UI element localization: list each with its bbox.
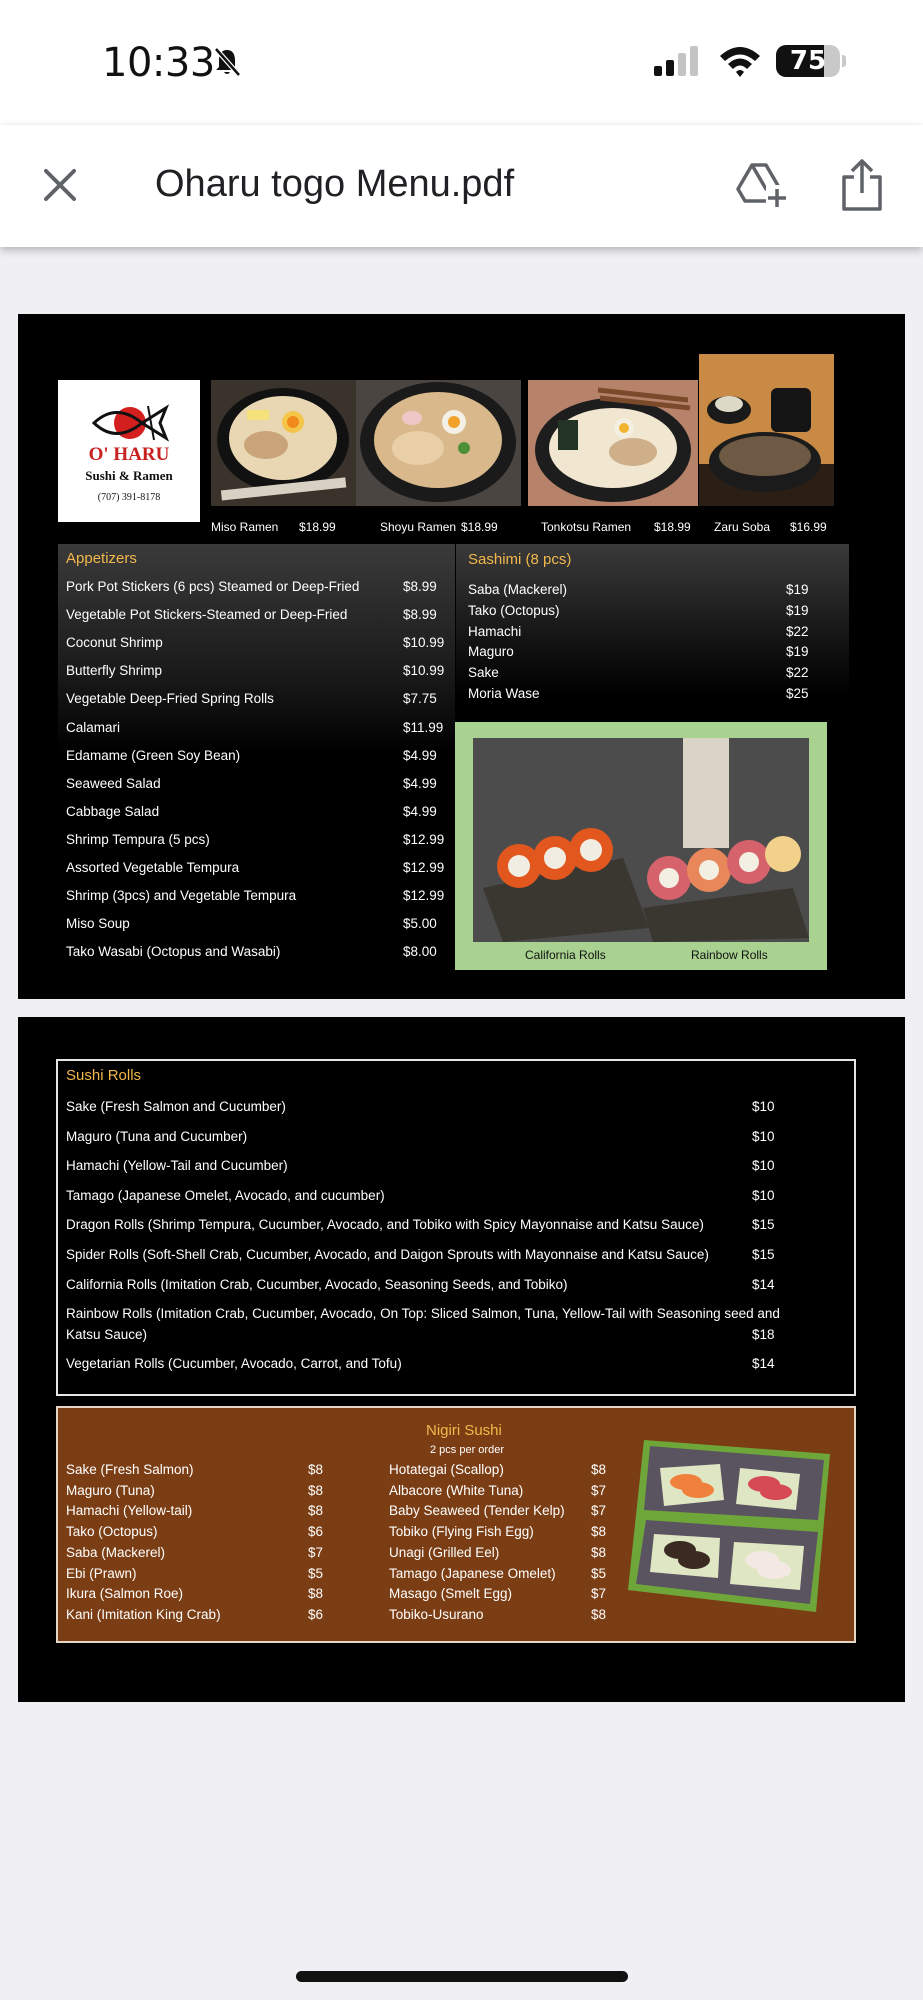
appetizer-item-name: Shrimp (3pcs) and Vegetable Tempura bbox=[66, 888, 297, 904]
nigiri-right-item-price: $8 bbox=[591, 1544, 607, 1560]
sushi-roll-item-name: California Rolls (Imitation Crab, Cucumber, Avocado, Seasoning Seeds, and Tobiko) bbox=[66, 1276, 568, 1292]
appetizer-item-price: $11.99 bbox=[403, 719, 444, 735]
nigiri-left-item-price: $6 bbox=[308, 1524, 324, 1540]
sushi-roll-item-price: $10 bbox=[752, 1158, 775, 1174]
photo-price-tonkotsu-ramen: $18.99 bbox=[654, 520, 691, 534]
sushi-roll-item-price: $14 bbox=[752, 1356, 775, 1372]
appetizer-item-name: Vegetable Deep-Fried Spring Rolls bbox=[66, 691, 274, 707]
nigiri-left-item-price: $5 bbox=[308, 1565, 324, 1581]
sashimi-item-name: Maguro bbox=[468, 644, 514, 660]
appetizer-item-price: $8.00 bbox=[403, 944, 437, 960]
sashimi-item-name: Moria Wase bbox=[468, 686, 540, 701]
sushi-rolls-section bbox=[56, 1059, 856, 1396]
home-indicator[interactable] bbox=[296, 1971, 628, 1982]
sushi-roll-item-price: $10 bbox=[752, 1187, 775, 1203]
nigiri-right-item-price: $7 bbox=[591, 1503, 607, 1519]
sushi-roll-item-price: $15 bbox=[752, 1247, 775, 1262]
appetizer-item-name: Pork Pot Stickers (6 pcs) Steamed or Deep-Fried bbox=[66, 579, 360, 594]
sushi-roll-item-price: $10 bbox=[752, 1128, 775, 1144]
appetizer-item-name: Calamari bbox=[66, 719, 121, 735]
restaurant-logo bbox=[58, 380, 200, 522]
appetizer-item-price: $12.99 bbox=[403, 860, 445, 875]
appetizer-item-price: $8.99 bbox=[403, 579, 437, 594]
add-to-drive-icon[interactable] bbox=[736, 161, 788, 209]
sushi-rolls-title: Sushi Rolls bbox=[66, 1067, 142, 1084]
nigiri-right-item-name: Masago (Smelt Egg) bbox=[389, 1586, 513, 1602]
nigiri-right-item-price: $5 bbox=[591, 1565, 607, 1581]
nigiri-title: Nigiri Sushi bbox=[426, 1422, 502, 1439]
zaru-soba-photo bbox=[699, 354, 834, 506]
miso-ramen-photo bbox=[211, 380, 356, 506]
bell-muted-icon bbox=[212, 46, 242, 78]
sashimi-title: Sashimi (8 pcs) bbox=[468, 551, 572, 568]
photo-price-miso-ramen: $18.99 bbox=[299, 520, 336, 534]
status-time: 10:33 bbox=[102, 40, 215, 86]
nigiri-right-item-name: Unagi (Grilled Eel) bbox=[389, 1544, 500, 1560]
battery-percent: 75 bbox=[789, 46, 827, 76]
nigiri-right-item-price: $7 bbox=[591, 1586, 607, 1602]
rolls-photo bbox=[473, 738, 809, 942]
appetizer-item-price: $4.99 bbox=[403, 803, 437, 819]
nigiri-right-item-price: $8 bbox=[591, 1462, 607, 1477]
sashimi-item-name: Saba (Mackerel) bbox=[468, 582, 568, 597]
appetizer-item-price: $10.99 bbox=[403, 635, 445, 651]
sashimi-item-price: $19 bbox=[786, 602, 809, 618]
tonkotsu-ramen-photo bbox=[528, 380, 698, 506]
battery-cap bbox=[842, 55, 846, 67]
nigiri-left-item-name: Sake (Fresh Salmon) bbox=[66, 1462, 194, 1477]
sushi-roll-item-price: $18 bbox=[752, 1327, 775, 1343]
nigiri-right-item-name: Tobiko-Usurano bbox=[389, 1606, 484, 1622]
nigiri-left-item-price: $8 bbox=[308, 1503, 324, 1519]
appetizer-item-name: Shrimp Tempura (5 pcs) bbox=[66, 831, 210, 847]
nigiri-section bbox=[56, 1406, 856, 1643]
logo-subtitle: Sushi & Ramen bbox=[85, 468, 173, 483]
nigiri-right-item-price: $7 bbox=[591, 1482, 607, 1498]
nigiri-left-item-price: $6 bbox=[308, 1606, 324, 1622]
share-icon[interactable] bbox=[840, 159, 884, 211]
photo-price-shoyu-ramen: $18.99 bbox=[461, 520, 498, 534]
appetizer-item-price: $4.99 bbox=[403, 775, 437, 791]
appetizer-item-price: $7.75 bbox=[403, 691, 437, 707]
nigiri-right-item-name: Hotategai (Scallop) bbox=[389, 1462, 504, 1477]
appetizer-item-name: Butterfly Shrimp bbox=[66, 663, 163, 679]
logo-fish-icon bbox=[88, 402, 170, 444]
nigiri-left-item-name: Ikura (Salmon Roe) bbox=[66, 1586, 184, 1602]
sushi-roll-item-name: Maguro (Tuna and Cucumber) bbox=[66, 1128, 248, 1144]
photo-price-zaru-soba: $16.99 bbox=[790, 520, 827, 534]
nigiri-left-item-name: Maguro (Tuna) bbox=[66, 1482, 155, 1498]
nigiri-left-item-name: Ebi (Prawn) bbox=[66, 1565, 137, 1581]
photo-caption-tonkotsu-ramen: Tonkotsu Ramen bbox=[541, 520, 632, 534]
battery-indicator bbox=[776, 45, 840, 77]
appetizer-item-name: Vegetable Pot Stickers-Steamed or Deep-Fried bbox=[66, 607, 348, 623]
photo-caption-shoyu-ramen: Shoyu Ramen bbox=[380, 520, 457, 534]
sushi-roll-item-name: Tamago (Japanese Omelet, Avocado, and cucumber) bbox=[66, 1187, 385, 1203]
appetizer-item-name: Coconut Shrimp bbox=[66, 635, 163, 651]
sushi-roll-item-price: $10 bbox=[752, 1099, 775, 1114]
appetizer-item-name: Cabbage Salad bbox=[66, 803, 160, 819]
sashimi-item-price: $19 bbox=[786, 644, 809, 660]
nigiri-left-item-price: $8 bbox=[308, 1462, 324, 1477]
sashimi-item-price: $22 bbox=[786, 665, 809, 681]
rolls-caption-rainbow: Rainbow Rolls bbox=[691, 948, 768, 962]
rolls-caption-california: California Rolls bbox=[525, 948, 606, 962]
nigiri-right-item-name: Tamago (Japanese Omelet) bbox=[389, 1565, 556, 1581]
sushi-roll-item-name-cont: Katsu Sauce) bbox=[66, 1327, 148, 1343]
rolls-photo-frame bbox=[455, 722, 827, 970]
nigiri-right-item-name: Tobiko (Flying Fish Egg) bbox=[389, 1524, 534, 1540]
pdf-page-2[interactable] bbox=[18, 1017, 905, 1702]
nigiri-left-item-name: Kani (Imitation King Crab) bbox=[66, 1606, 221, 1622]
appetizer-item-name: Tako Wasabi (Octopus and Wasabi) bbox=[66, 944, 281, 960]
sushi-roll-item-price: $15 bbox=[752, 1217, 775, 1233]
appetizer-item-name: Miso Soup bbox=[66, 916, 130, 932]
appetizer-item-price: $5.00 bbox=[403, 916, 437, 932]
appetizers-title: Appetizers bbox=[66, 550, 137, 567]
sushi-roll-item-name: Sake (Fresh Salmon and Cucumber) bbox=[66, 1099, 286, 1114]
nigiri-right-item-name: Albacore (White Tuna) bbox=[389, 1482, 524, 1498]
sushi-roll-item-name: Spider Rolls (Soft-Shell Crab, Cucumber, Avocado, and Daigon Sprouts with Mayonnaise and Katsu Sauce) bbox=[66, 1247, 709, 1262]
appetizers-section bbox=[58, 544, 455, 984]
appetizer-item-price: $12.99 bbox=[403, 888, 445, 904]
pdf-viewer-toolbar bbox=[0, 125, 923, 247]
nigiri-subtitle: 2 pcs per order bbox=[430, 1444, 504, 1456]
nigiri-left-item-name: Tako (Octopus) bbox=[66, 1524, 158, 1540]
sushi-roll-item-price: $14 bbox=[752, 1276, 775, 1292]
nigiri-right-item-price: $8 bbox=[591, 1606, 607, 1622]
nigiri-left-item-name: Saba (Mackerel) bbox=[66, 1544, 166, 1560]
sashimi-item-name: Hamachi bbox=[468, 623, 522, 639]
sashimi-item-price: $25 bbox=[786, 686, 809, 701]
sashimi-item-price: $19 bbox=[786, 582, 809, 597]
nigiri-left-item-price: $8 bbox=[308, 1586, 324, 1602]
close-icon[interactable] bbox=[38, 163, 82, 207]
sashimi-section bbox=[456, 544, 849, 706]
appetizer-item-name: Edamame (Green Soy Bean) bbox=[66, 747, 241, 763]
nigiri-left-item-price: $8 bbox=[308, 1482, 324, 1498]
appetizer-item-price: $10.99 bbox=[403, 663, 445, 679]
sashimi-item-price: $22 bbox=[786, 623, 809, 639]
pdf-page-1[interactable] bbox=[18, 314, 905, 999]
sushi-roll-item-name: Dragon Rolls (Shrimp Tempura, Cucumber, Avocado, and Tobiko with Spicy Mayonnaise and Katsu Sauce) bbox=[66, 1217, 704, 1233]
sushi-roll-item-name: Rainbow Rolls (Imitation Crab, Cucumber, Avocado, On Top: Sliced Salmon, Tuna, Yellow-Tail with Seasoning seed and bbox=[66, 1306, 780, 1322]
appetizer-item-name: Seaweed Salad bbox=[66, 775, 161, 791]
appetizer-item-price: $12.99 bbox=[403, 831, 445, 847]
nigiri-left-item-price: $7 bbox=[308, 1544, 324, 1560]
appetizer-item-price: $8.99 bbox=[403, 607, 437, 623]
nigiri-right-item-name: Baby Seaweed (Tender Kelp) bbox=[389, 1503, 565, 1519]
sashimi-item-name: Sake bbox=[468, 665, 499, 681]
photo-caption-miso-ramen: Miso Ramen bbox=[211, 520, 279, 534]
sashimi-item-name: Tako (Octopus) bbox=[468, 602, 560, 618]
sushi-roll-item-name: Vegetarian Rolls (Cucumber, Avocado, Carrot, and Tofu) bbox=[66, 1356, 402, 1372]
logo-phone: (707) 391-8178 bbox=[97, 492, 161, 503]
nigiri-right-item-price: $8 bbox=[591, 1524, 607, 1540]
shoyu-ramen-photo bbox=[356, 380, 521, 506]
logo-brand-name: O' HARU bbox=[88, 444, 170, 465]
cellular-signal-icon bbox=[652, 46, 702, 76]
appetizer-item-name: Assorted Vegetable Tempura bbox=[66, 860, 240, 875]
appetizer-item-price: $4.99 bbox=[403, 747, 437, 763]
wifi-icon bbox=[718, 44, 762, 78]
nigiri-left-item-name: Hamachi (Yellow-tail) bbox=[66, 1503, 193, 1519]
photo-caption-zaru-soba: Zaru Soba bbox=[714, 520, 771, 534]
document-title: Oharu togo Menu.pdf bbox=[155, 163, 515, 205]
nigiri-photo bbox=[624, 1434, 832, 1614]
sushi-roll-item-name: Hamachi (Yellow-Tail and Cucumber) bbox=[66, 1158, 288, 1174]
status-bar bbox=[0, 0, 923, 125]
